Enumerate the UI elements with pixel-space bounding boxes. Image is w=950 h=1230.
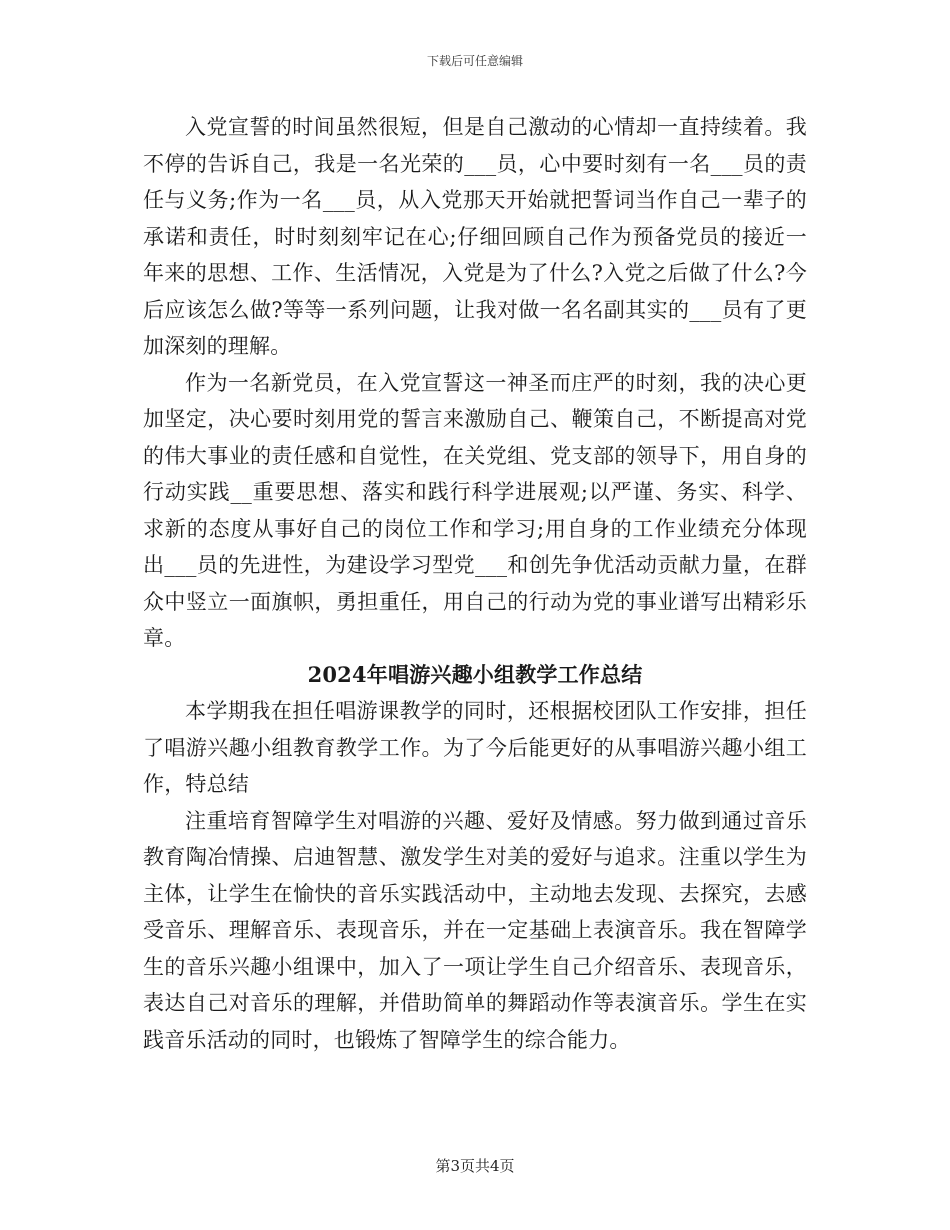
paragraph-new-member: 作为一名新党员，在入党宣誓这一神圣而庄严的时刻，我的决心更加坚定，决心要时刻用党的誓言来激励自己、鞭策自己，不断提高对党的伟大事业的责任感和自觉性，在关党组、党支部的领导下，用自身的行动实践__重要思想、落实和践行科学进展观;以严谨、务实、科学、求新的态度从事好自己的岗位工作和学习;用自身的工作业绩充分体现出___员的先进性，为建设学习型党___和创先争优活动贡献力量，在群众中竖立一面旗帜，勇担重任，用自己的行动为党的事业谱写出精彩乐章。 [143,370,807,650]
page-header: 下载后可任意编辑 [426,54,523,68]
paragraph-oath: 入党宣誓的时间虽然很短，但是自己激动的心情却一直持续着。我不停的告诉自己，我是一名光荣的___员，心中要时刻有一名___员的责任与义务;作为一名___员，从入党那天开始就把誓词当作自己一辈子的承诺和责任，时时刻刻牢记在心;仔细回顾自己作为预备党员的接近一年来的思想、工作、生活情况，入党是为了什么?入党之后做了什么?今后应该怎么做?等等一系列问题，让我对做一名名副其实的___员有了更加深刻的理解。 [143,115,807,358]
document-body [143,109,807,1058]
paragraph-music-interest: 注重培育智障学生对唱游的兴趣、爱好及情感。努力做到通过音乐教育陶冶情操、启迪智慧、激发学生对美的爱好与追求。注重以学生为主体，让学生在愉快的音乐实践活动中，主动地去发现、去探究，去感受音乐、理解音乐、表现音乐，并在一定基础上表演音乐。我在智障学生的音乐兴趣小组课中，加入了一项让学生自己介绍音乐、表现音乐，表达自己对音乐的理解，并借助简单的舞蹈动作等表演音乐。学生在实践音乐活动的同时，也锻炼了智障学生的综合能力。 [143,808,807,1052]
section-title: 2024年唱游兴趣小组教学工作总结 [307,661,643,687]
page-number: 第3页共4页 [435,1157,515,1175]
paragraph-summary-intro: 本学期我在担任唱游课教学的同时，还根据校团队工作安排，担任了唱游兴趣小组教育教学工作。为了今后能更好的从事唱游兴趣小组工作，特总结 [143,699,807,796]
